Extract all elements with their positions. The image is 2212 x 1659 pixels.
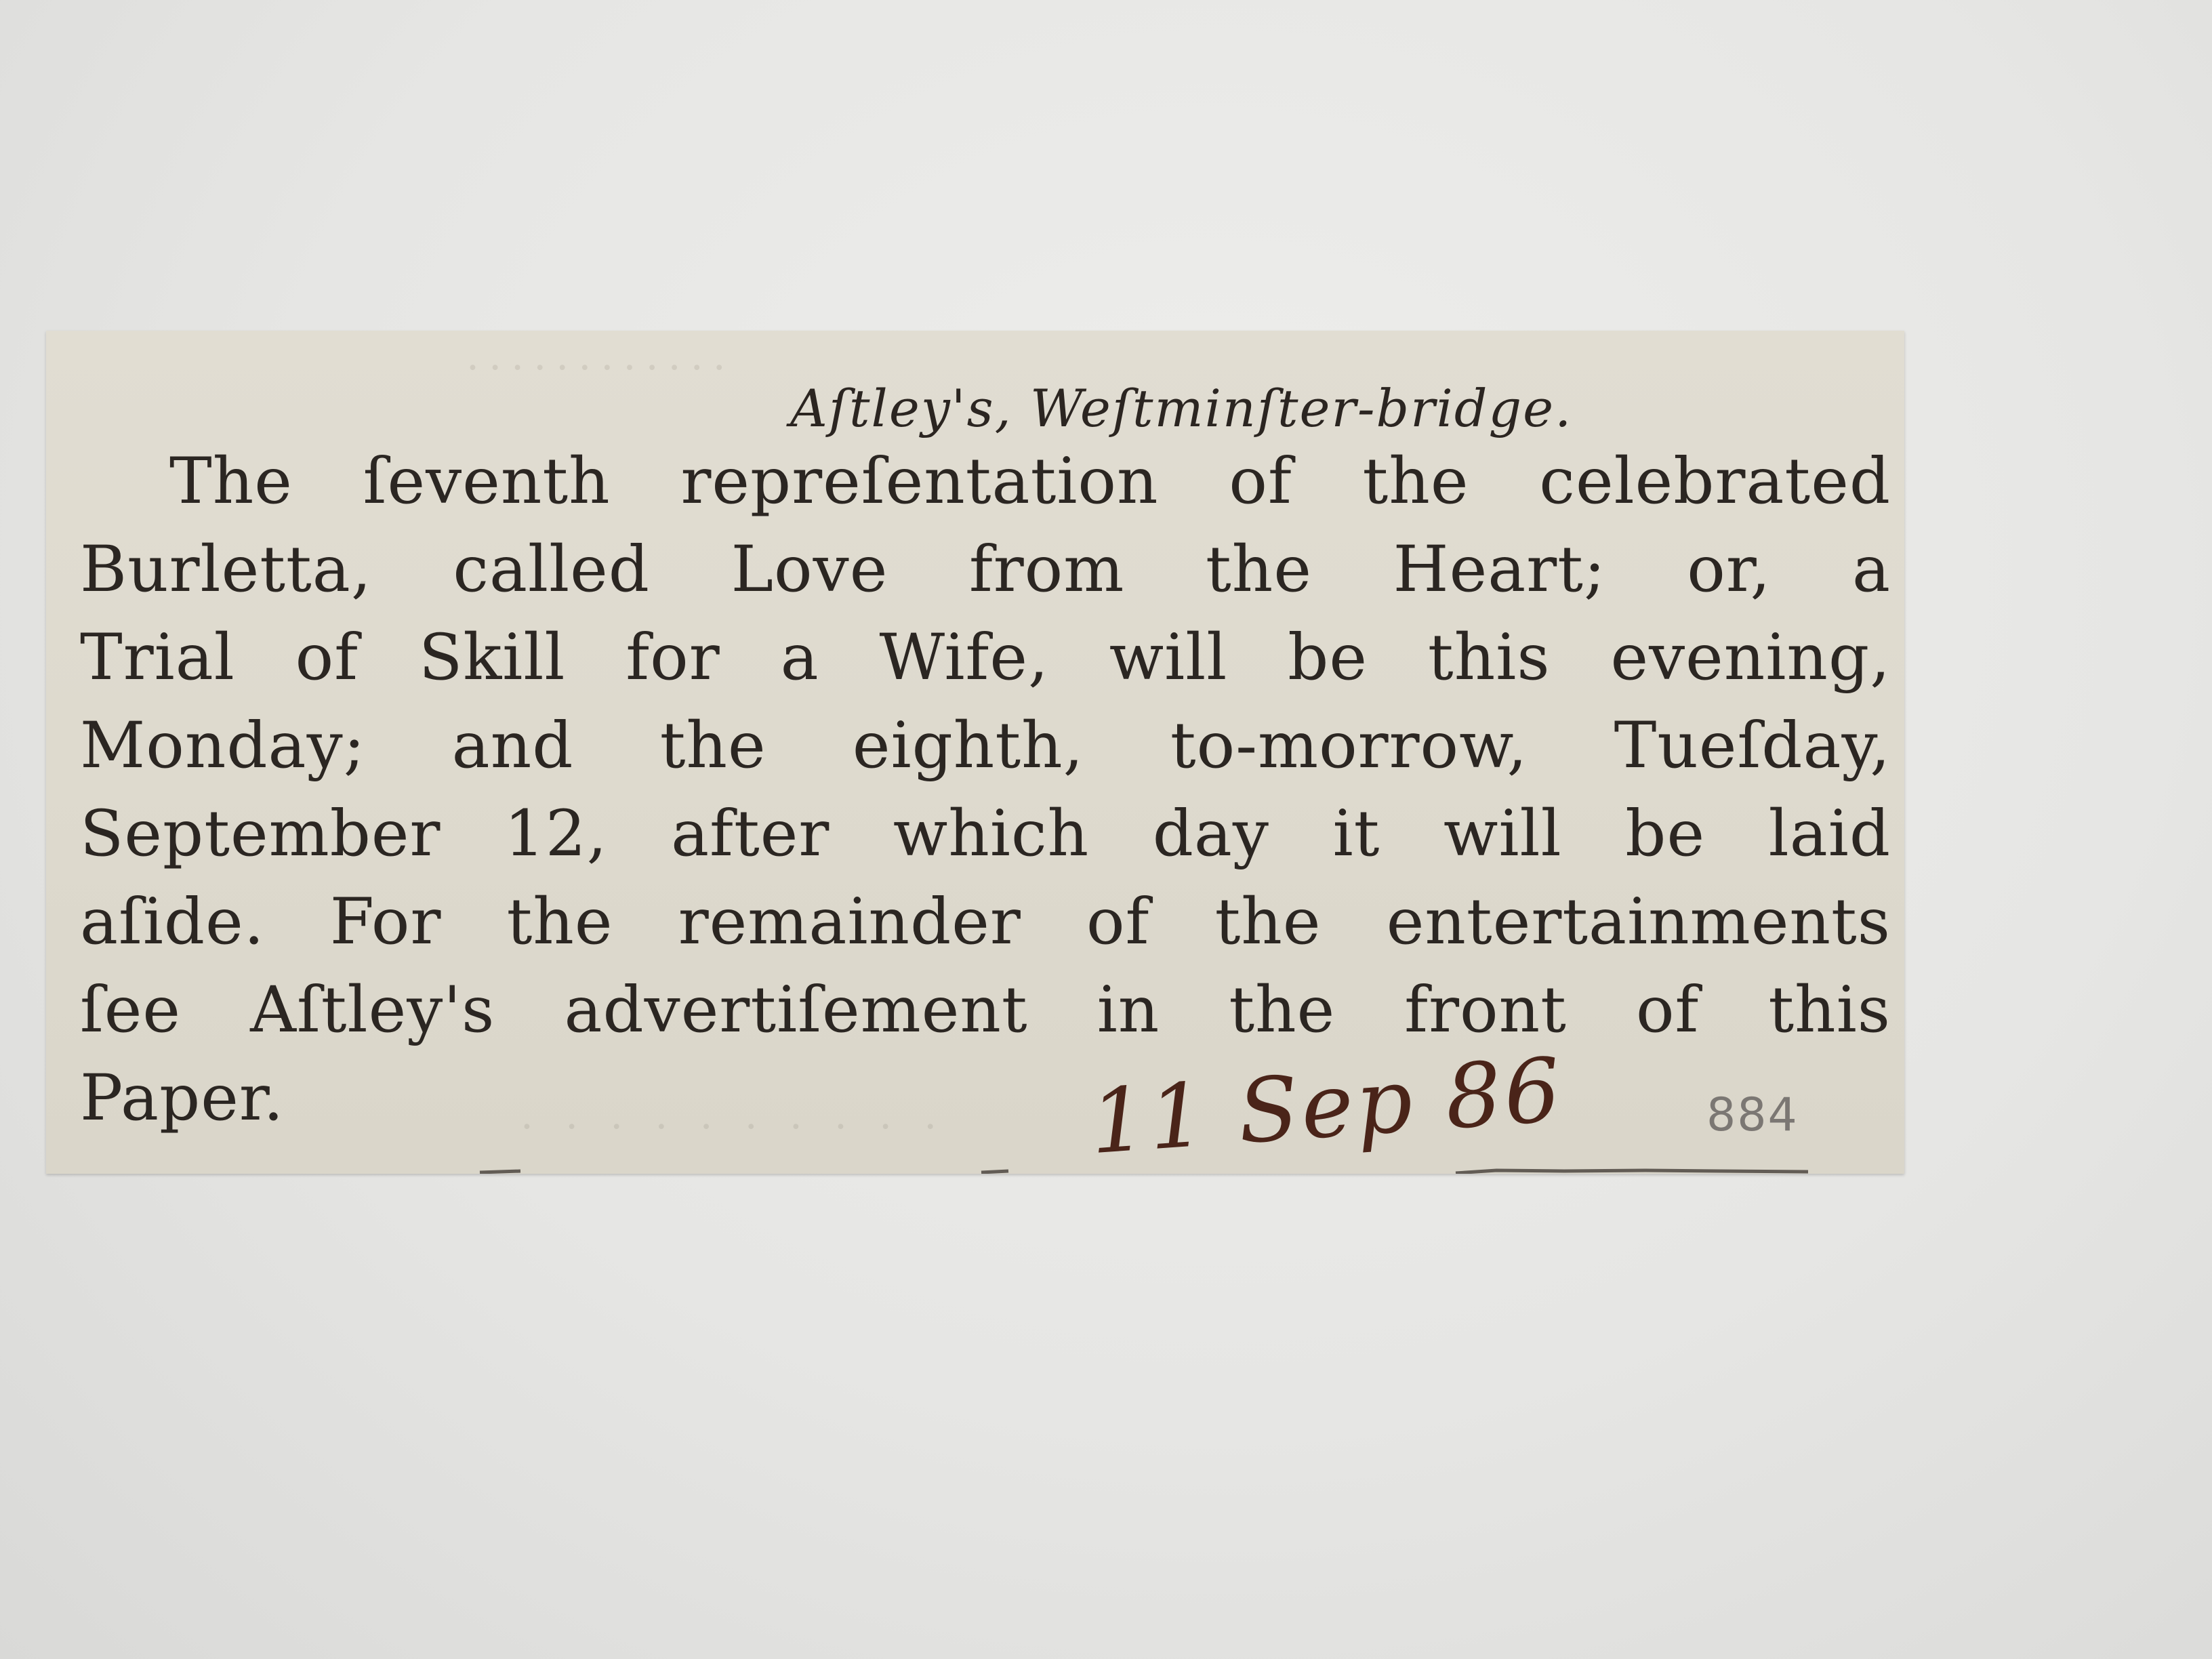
body-line: Monday; and the eighth, to-morrow, Tueſday, <box>80 709 1891 783</box>
body-line: Trial of Skill for a Wife, will be this evening, <box>80 621 1891 695</box>
pencil-catalog-number: 884 <box>1706 1088 1799 1142</box>
body-line: aſide. For the remainder of the entertainments <box>80 885 1891 959</box>
body-line: ſee Aſtley's advertiſement in the front of this <box>80 973 1891 1047</box>
show-through-text: · · · · · · · · · · <box>520 1103 947 1151</box>
body-line: The ſeventh repreſentation of the celebrated <box>169 445 1891 518</box>
clipping-heading: Aſtley's, Weſtminſter-bridge. <box>790 378 1573 438</box>
handwritten-date: 11 Sep 86 <box>1086 1038 1567 1174</box>
body-line: Burletta, called Love from the Heart; or, a <box>80 533 1891 607</box>
body-line: September 12, after which day it will be laid <box>80 797 1891 871</box>
show-through-text: ············ <box>466 344 735 392</box>
body-line: Paper. <box>80 1061 285 1135</box>
cut-edge-remnants <box>46 1167 1904 1174</box>
newspaper-clipping <box>46 331 1904 1174</box>
